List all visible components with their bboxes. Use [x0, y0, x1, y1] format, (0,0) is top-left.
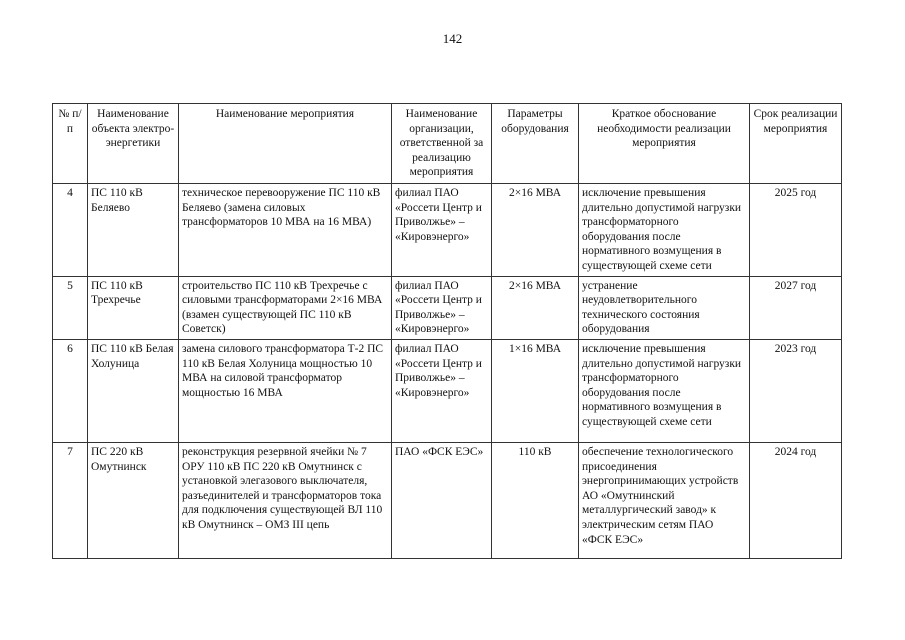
header-parameters: Параметры оборудования: [492, 104, 579, 184]
cell-object: ПС 110 кВ Беляево: [88, 184, 179, 277]
header-term: Срок реализации мероприятия: [750, 104, 842, 184]
cell-activity: строительство ПС 110 кВ Трехречье с силовыми трансформаторами 2×16 МВА (взамен существующей ПС 110 кВ Советск): [179, 276, 392, 339]
cell-justification: исключение превышения длительно допустимой нагрузки трансформаторного оборудования после нормативного возмущения в существующей схеме сети: [579, 184, 750, 277]
cell-num: 6: [53, 339, 88, 442]
header-num: № п/п: [53, 104, 88, 184]
cell-organization: ПАО «ФСК ЕЭС»: [392, 442, 492, 558]
cell-object: ПС 110 кВ Белая Холуница: [88, 339, 179, 442]
cell-term: 2025 год: [750, 184, 842, 277]
cell-term: 2023 год: [750, 339, 842, 442]
header-organization: Наименование организации, ответственной за реализацию мероприятия: [392, 104, 492, 184]
table-row: [53, 184, 842, 277]
measures-table: [52, 103, 842, 559]
header-object: Наименование объекта электро-энергетики: [88, 104, 179, 184]
header-activity: Наименование мероприятия: [179, 104, 392, 184]
cell-justification: устранение неудовлетворительного технического состояния оборудования: [579, 276, 750, 339]
table-row: [53, 442, 842, 558]
cell-activity: техническое перевооружение ПС 110 кВ Беляево (замена силовых трансформаторов 10 МВА на 16 МВА): [179, 184, 392, 277]
table-row: [53, 276, 842, 339]
cell-parameters: 1×16 МВА: [492, 339, 579, 442]
cell-organization: филиал ПАО «Россети Центр и Приволжье» – «Кировэнерго»: [392, 184, 492, 277]
cell-num: 5: [53, 276, 88, 339]
page-number: 142: [442, 31, 463, 46]
cell-organization: филиал ПАО «Россети Центр и Приволжье» – «Кировэнерго»: [392, 339, 492, 442]
cell-organization: филиал ПАО «Россети Центр и Приволжье» – «Кировэнерго»: [392, 276, 492, 339]
cell-object: ПС 220 кВ Омутнинск: [88, 442, 179, 558]
cell-activity: замена силового трансформатора Т-2 ПС 110 кВ Белая Холуница мощностью 10 МВА на силовой трансформатор мощностью 16 МВА: [179, 339, 392, 442]
cell-parameters: 2×16 МВА: [492, 276, 579, 339]
cell-justification: исключение превышения длительно допустимой нагрузки трансформаторного оборудования после нормативного возмущения в существующей схеме сети: [579, 339, 750, 442]
cell-object: ПС 110 кВ Трехречье: [88, 276, 179, 339]
cell-parameters: 2×16 МВА: [492, 184, 579, 277]
cell-activity: реконструкция резервной ячейки № 7 ОРУ 110 кВ ПС 220 кВ Омутнинск с установкой элегазового выключателя, разъединителей и трансформаторов тока для подключения существующей ВЛ 110 кВ Омутнинск – ОМЗ III цепь: [179, 442, 392, 558]
cell-term: 2027 год: [750, 276, 842, 339]
cell-parameters: 110 кВ: [492, 442, 579, 558]
cell-term: 2024 год: [750, 442, 842, 558]
table-row: [53, 339, 842, 442]
header-justification: Краткое обоснование необходимости реализации мероприятия: [579, 104, 750, 184]
cell-num: 7: [53, 442, 88, 558]
table-header-row: [53, 104, 842, 184]
cell-justification: обеспечение технологического присоединения энергопринимающих устройств АО «Омутнинский металлургический завод» к электрическим сетям ПАО «ФСК ЕЭС»: [579, 442, 750, 558]
cell-num: 4: [53, 184, 88, 277]
